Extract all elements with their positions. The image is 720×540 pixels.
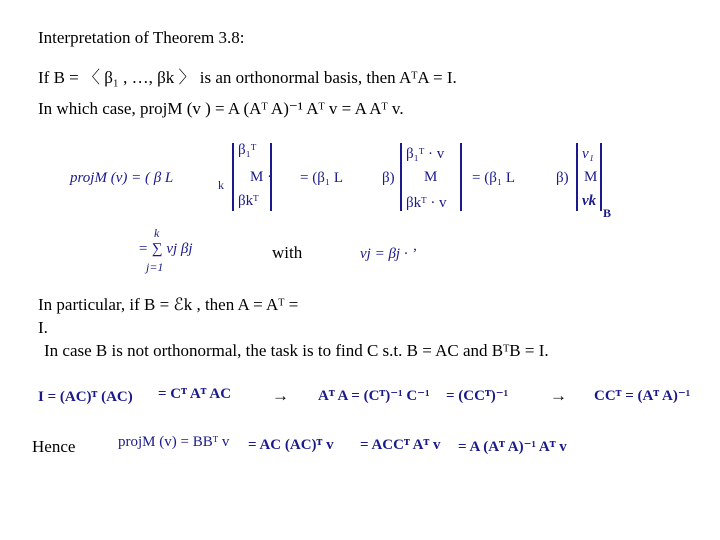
matrix3-basis-subscript: B: [603, 206, 612, 220]
matrix3-mid: M: [584, 169, 598, 185]
gram-inverse-2: = (CCᵀ)⁻¹: [446, 388, 509, 404]
matrix3-left-bracket: [576, 143, 578, 211]
matrix3-right-bracket: [600, 143, 602, 211]
matrix1-left-bracket: [232, 143, 234, 211]
cct-result: CCᵀ = (Aᵀ A)⁻¹: [594, 388, 691, 404]
eq-mid1: = (β₁ L: [300, 170, 343, 186]
projection-statement: In which case, projM (v ) = A (Aᵀ A)⁻¹ Aᵀ v = A Aᵀ v.: [38, 99, 404, 118]
eq-mid2-close: β): [556, 170, 569, 186]
implies-arrow-2: →: [550, 386, 567, 405]
non-orthonormal-line: In case B is not orthonormal, the task is to find C s.t. B = AC and BᵀB = I.: [44, 341, 549, 360]
matrix3-bottom: vk: [582, 193, 597, 209]
matrix2-mid: M: [424, 169, 438, 185]
identity-expansion-2: = Cᵀ Aᵀ AC: [158, 386, 232, 402]
coordinate-definition: vj = βj · ’: [360, 246, 417, 262]
identity-expansion: I = (AC)ᵀ (AC): [38, 389, 133, 405]
hence-step-4: = A (Aᵀ A)⁻¹ Aᵀ v: [458, 439, 567, 455]
eq-mid1-close: β): [382, 170, 395, 186]
matrix2-left-bracket: [400, 143, 402, 211]
matrix3-top: v₁: [582, 146, 594, 162]
orthonormal-statement: If B = 〈 β₁ , …, βk 〉 is an orthonormal basis, then AᵀA = I.: [38, 68, 457, 87]
hence-label: Hence: [32, 437, 76, 456]
matrix2-bottom: βkᵀ · v: [406, 195, 447, 211]
heading: Interpretation of Theorem 3.8:: [38, 28, 245, 47]
particular-case-line: In particular, if B = ℰk , then A = Aᵀ =: [38, 295, 299, 314]
eq-lhs: projM (v) = ( β L: [70, 170, 174, 186]
with-word: with: [272, 243, 303, 262]
gram-inverse: Aᵀ A = (Cᵀ)⁻¹ C⁻¹: [318, 388, 430, 404]
sum-lower-limit: j=1: [146, 260, 164, 274]
matrix2-right-bracket: [460, 143, 462, 211]
hence-projection: projM (v) = BBᵀ v: [118, 434, 230, 450]
eq-k-mark: k: [218, 178, 224, 192]
matrix1-mid: M ·: [250, 169, 273, 185]
matrix2-top: β₁ᵀ · v: [406, 146, 445, 162]
matrix1-top: β₁ᵀ: [238, 142, 257, 158]
hence-step-2: = AC (AC)ᵀ v: [248, 437, 334, 453]
sum-expression: = ∑ vj βj: [138, 241, 193, 257]
matrix1-bottom: βkᵀ: [238, 193, 259, 209]
hence-step-3: = ACCᵀ Aᵀ v: [360, 437, 441, 453]
eq-mid2: = (β₁ L: [472, 170, 515, 186]
particular-case-line-cont: I.: [38, 318, 48, 337]
sum-upper-limit: k: [154, 226, 160, 240]
implies-arrow-1: →: [272, 386, 289, 405]
